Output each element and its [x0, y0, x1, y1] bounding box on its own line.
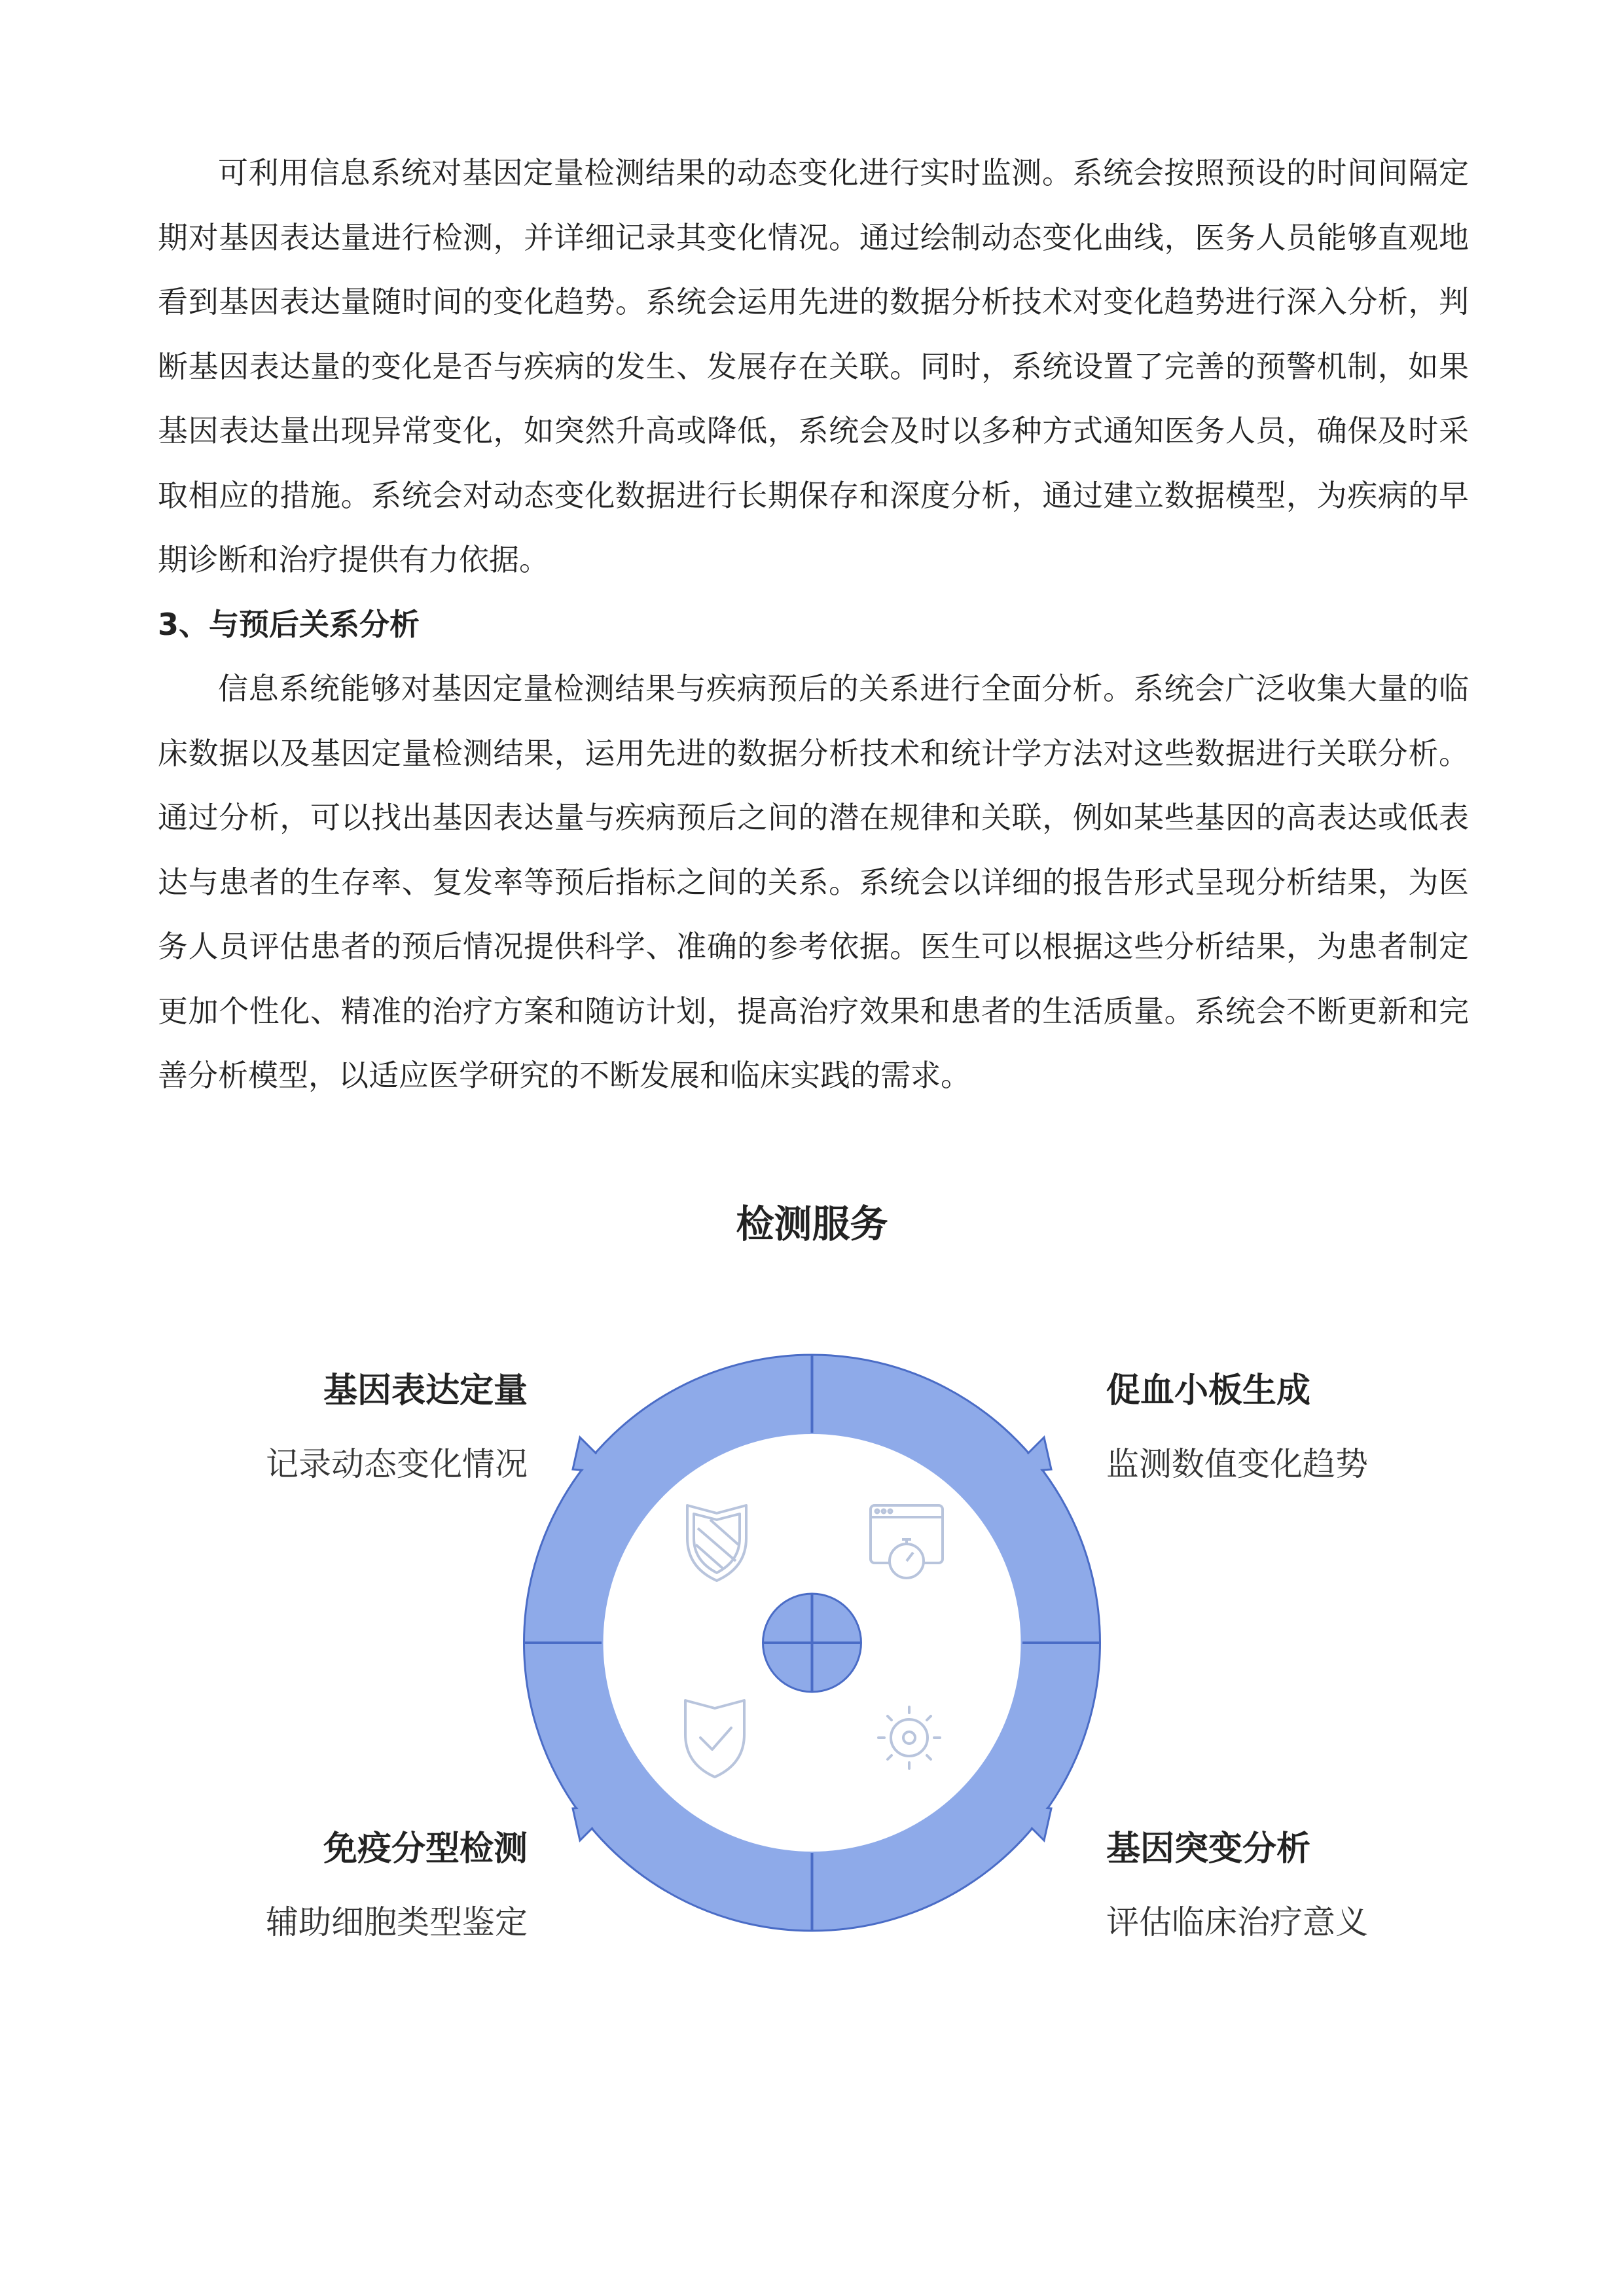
item-desc: 辅助细胞类型鉴定 — [266, 1903, 528, 1941]
item-immunophenotyping — [266, 1826, 528, 1945]
item-gene-mutation — [1106, 1826, 1368, 1945]
shield-check-icon — [685, 1700, 744, 1777]
item-name: 促血小板生成 — [1106, 1371, 1311, 1410]
item-desc: 评估临床治疗意义 — [1106, 1903, 1368, 1941]
diagram-title: 检测服务 — [736, 1202, 888, 1246]
item-name: 基因表达定量 — [323, 1371, 528, 1410]
item-desc: 监测数值变化趋势 — [1106, 1445, 1368, 1483]
section-heading: 3、与预后关系分析 — [158, 606, 420, 642]
item-name: 免疫分型检测 — [323, 1829, 528, 1869]
browser-stopwatch-icon — [871, 1505, 943, 1578]
sun-icon — [878, 1707, 940, 1768]
shield-slash-icon — [687, 1505, 746, 1581]
item-desc: 记录动态变化情况 — [266, 1445, 528, 1483]
item-gene-expression — [266, 1368, 528, 1487]
paragraph-prognosis-analysis: 信息系统能够对基因定量检测结果与疾病预后的关系进行全面分析。系统会广泛收集大量的临床数据以及基因定量检测结果，运用先进的数据分析技术和统计学方法对这些数据进行关联分析。通过分析，可以找出基因表达量与疾病预后之间的潜在规律和关联，例如某些基因的高表达或低表达与患者的生存率、复发率等预后指标之间的关系。系统会以详细的报告形式呈现分析结果，为医务人员评估患者的预后情况提供科学、准确的参考依据。医生可以根据这些分析结果，为患者制定更加个性化、精准的治疗方案和随访计划，提高治疗效果和患者的生活质量。系统会不断更新和完善分析模型，以适应医学研究的不断发展和临床实践的需求。 — [158, 671, 1469, 1093]
paragraph-dynamic-monitoring: 可利用信息系统对基因定量检测结果的动态变化进行实时监测。系统会按照预设的时间间隔定期对基因表达量进行检测，并详细记录其变化情况。通过绘制动态变化曲线，医务人员能够直观地看到基因表达量随时间的变化趋势。系统会运用先进的数据分析技术对变化趋势进行深入分析，判断基因表达量的变化是否与疾病的发生、发展存在关联。同时，系统设置了完善的预警机制，如果基因表达量出现异常变化，如突然升高或降低，系统会及时以多种方式通知医务人员，确保及时采取相应的措施。系统会对动态变化数据进行长期保存和深度分析，通过建立数据模型，为疾病的早期诊断和治疗提供有力依据。 — [158, 155, 1469, 577]
item-name: 基因突变分析 — [1106, 1829, 1311, 1869]
item-platelet-generation — [1106, 1368, 1368, 1487]
